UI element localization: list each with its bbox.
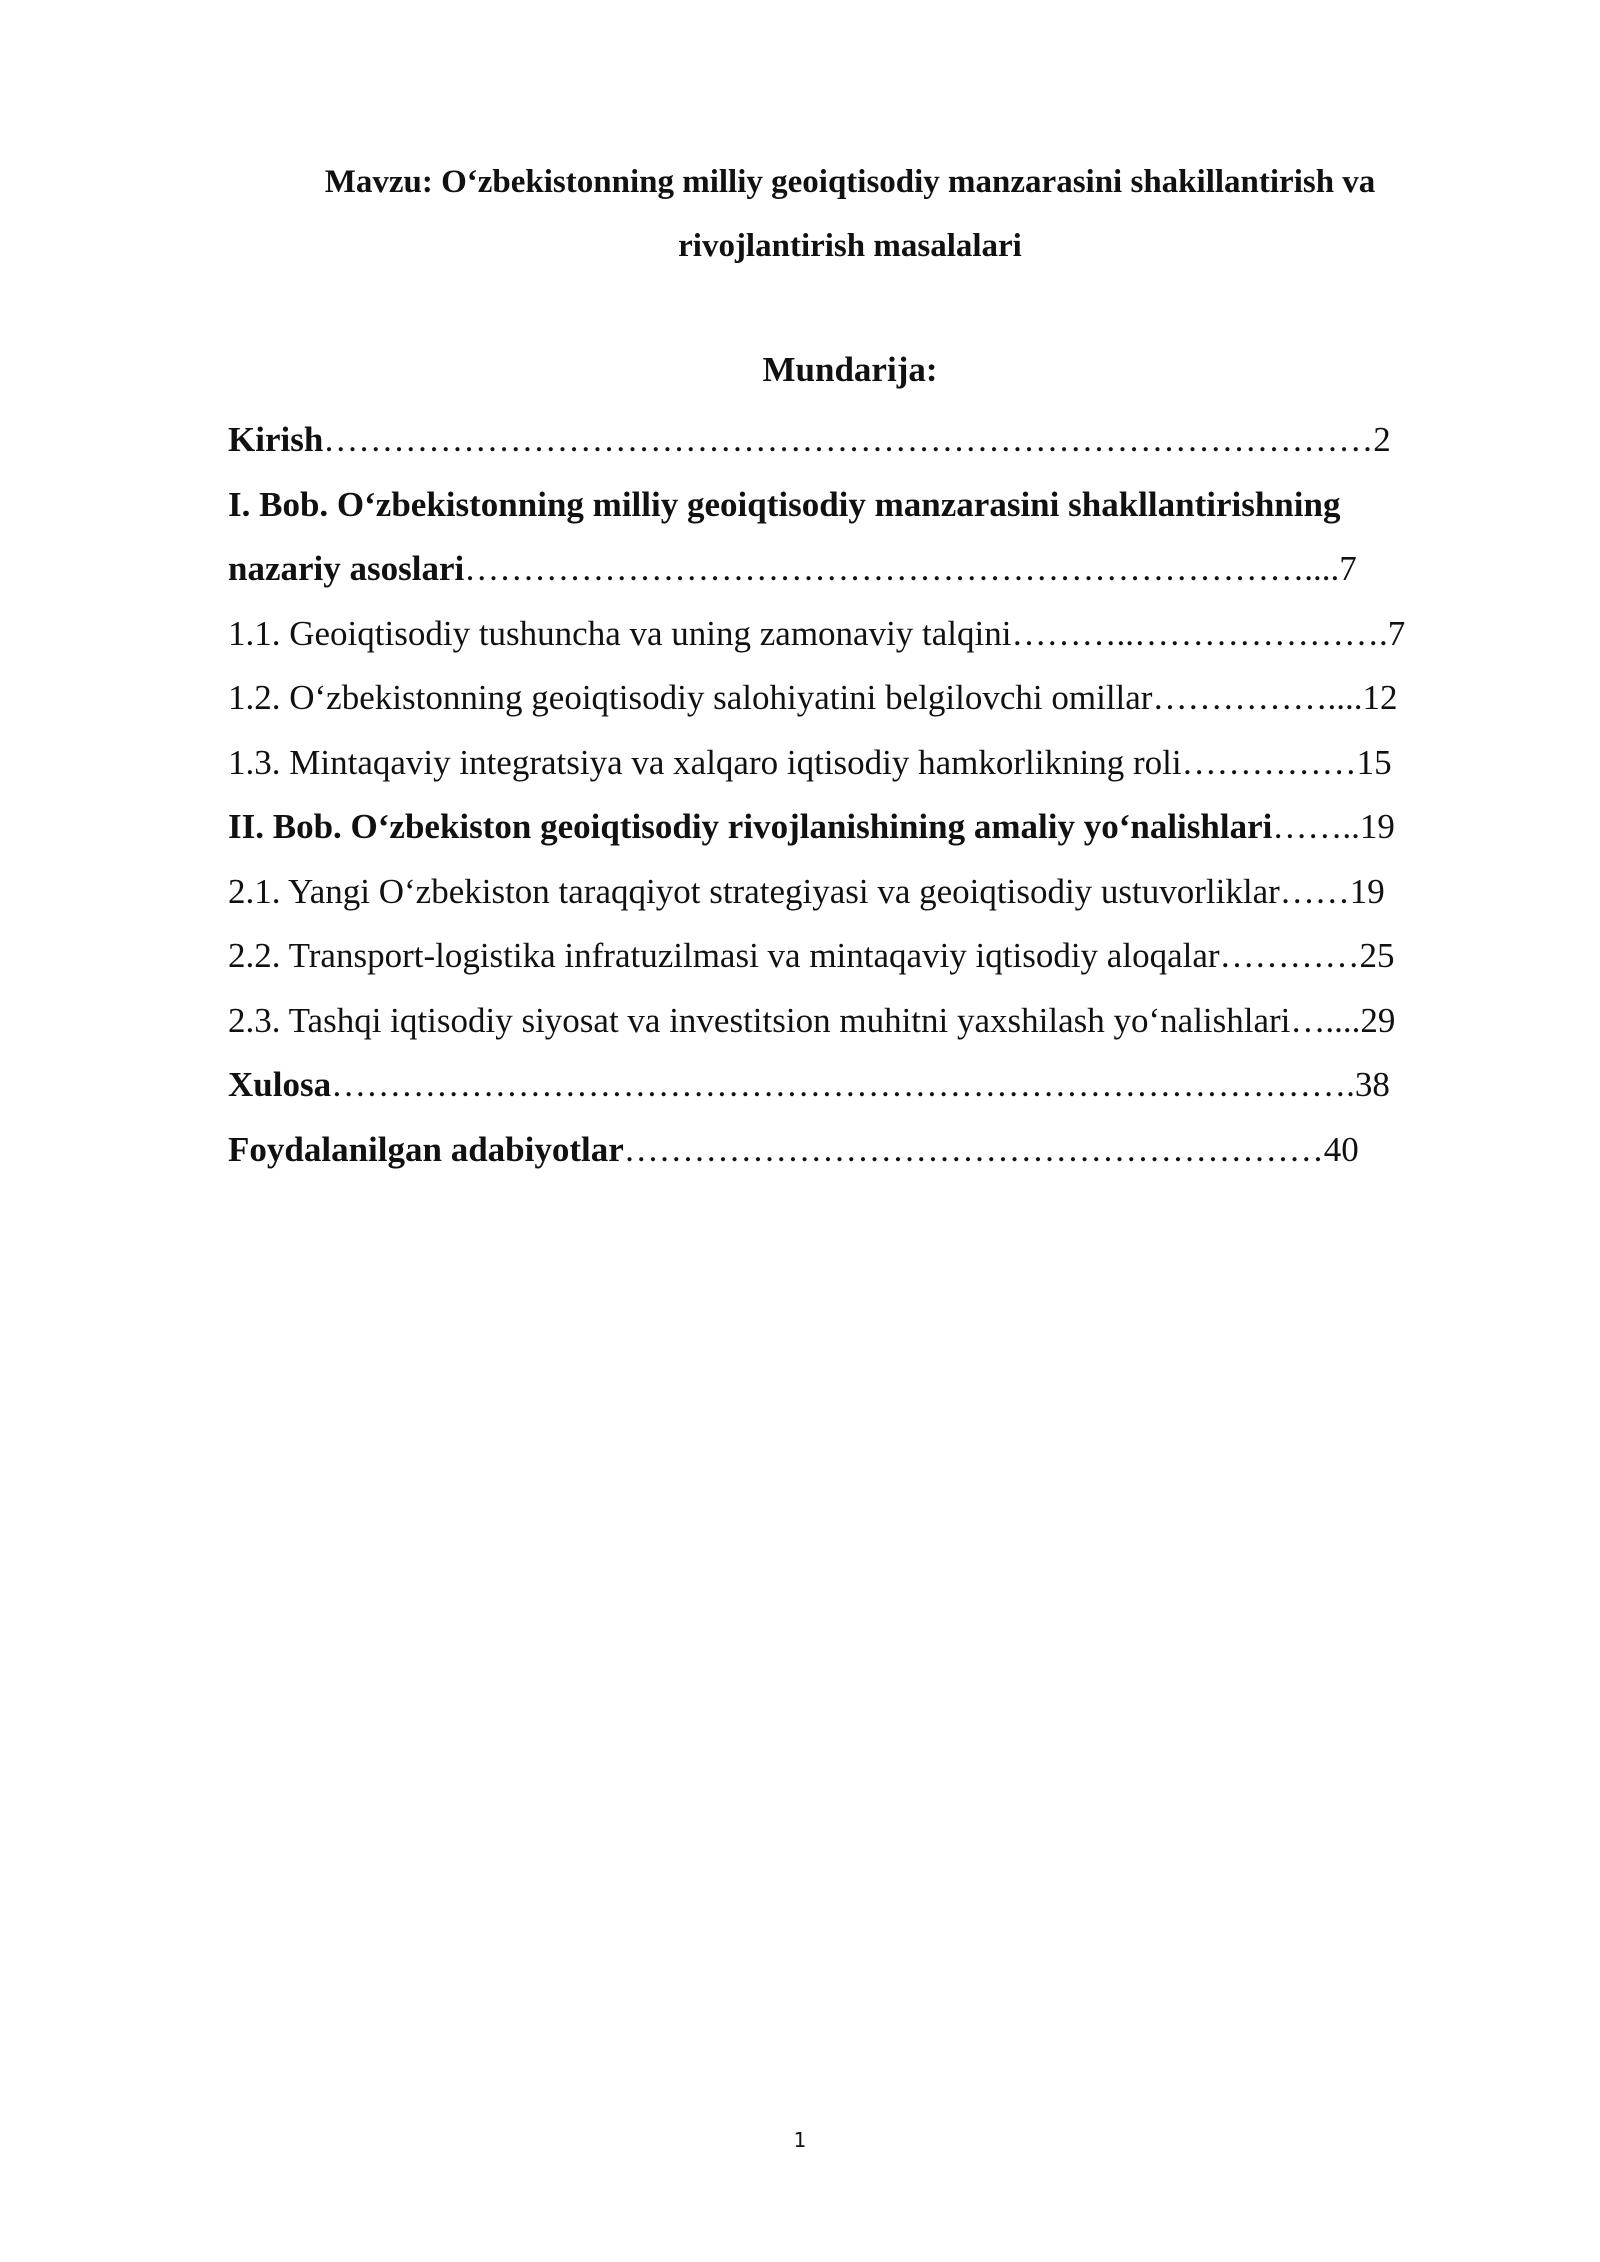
toc-entry-chapter-2	[228, 795, 1480, 860]
toc-entry-title: 2.2. Transport-logistika infratuzilmasi va mintaqaviy iqtisodiy aloqalar	[228, 936, 1220, 975]
toc-entry-leader: ………………………………………………………………………………	[323, 420, 1374, 459]
page-number: 1	[793, 2128, 807, 2152]
toc-entry-leader: ……………	[1181, 742, 1357, 782]
toc-entry-title: II. Bob. O‘zbekiston geoiqtisodiy rivojlanishining amaliy yo‘nalishlari	[228, 807, 1273, 846]
toc-entry-leader: …………………………………………………………………………….	[331, 1065, 1355, 1104]
toc-entry-section-1-3	[228, 731, 1480, 796]
toc-entry-title: Kirish	[228, 420, 324, 459]
toc-entry-leader: ……	[1279, 871, 1350, 911]
topic-title	[230, 150, 1470, 278]
toc-entry-page: 19	[1349, 871, 1385, 911]
toc-entry-section-2-2	[228, 924, 1480, 989]
toc-entry-title: 2.3. Tashqi iqtisodiy siyosat va investitsion muhitni yaxshilash yo‘nalishlari	[228, 1000, 1291, 1040]
toc-entry-page: ...7	[1312, 549, 1357, 588]
topic-title-line-1: Mavzu: O‘zbekistonning milliy geoiqtisodiy manzarasini shakillantirish va	[324, 164, 1376, 200]
contents-heading: Mundarija:	[762, 350, 938, 389]
toc-entry-leader: ……………………………………………………………….	[464, 549, 1313, 588]
toc-entry-title: Foydalanilgan adabiyotlar	[228, 1129, 624, 1169]
toc-entry-introduction	[228, 408, 1480, 473]
toc-entry-page: ..29	[1342, 1000, 1396, 1040]
toc-entry-section-2-3	[228, 989, 1480, 1054]
toc-entry-page: 7	[1387, 613, 1406, 653]
toc-entry-title: I. Bob. O‘zbekistonning milliy geoiqtisodiy manzarasini shakllantirishning	[228, 484, 1341, 524]
toc-entry-section-2-1	[228, 860, 1480, 925]
toc-entry-leader: …………	[1219, 936, 1360, 975]
toc-entry-page: 25	[1359, 936, 1395, 975]
toc-entry-title: 1.2. O‘zbekistonning geoiqtisodiy salohiyatini belgilovchi omillar	[228, 678, 1153, 717]
toc-entry-title: nazariy asoslari	[228, 549, 465, 588]
toc-entry-conclusion	[228, 1053, 1480, 1118]
toc-entry-page: 15	[1356, 742, 1392, 782]
toc-entry-chapter-1-continued	[228, 537, 1480, 602]
toc-entry-section-1-2	[228, 666, 1480, 731]
toc-entry-references	[228, 1118, 1480, 1183]
toc-entry-page: 19	[1359, 807, 1395, 846]
topic-title-line-2: rivojlantirish masalalari	[678, 228, 1022, 264]
toc-entry-title: 1.1. Geoiqtisodiy tushuncha va uning zamonaviy talqini	[228, 613, 1012, 653]
toc-entry-page: 40	[1323, 1129, 1359, 1169]
toc-entry-chapter-1	[228, 473, 1480, 538]
toc-entry-leader: ……………………………………………………	[623, 1129, 1324, 1169]
toc-entry-section-1-1	[228, 602, 1480, 667]
toc-entry-leader: ………..………………….	[1011, 613, 1388, 653]
toc-entry-page: 38	[1354, 1065, 1390, 1104]
toc-entry-leader: …..	[1290, 1000, 1343, 1040]
toc-entry-leader: ……..	[1272, 807, 1360, 846]
toc-entry-title: Xulosa	[228, 1065, 332, 1104]
table-of-contents	[228, 408, 1480, 1182]
toc-entry-title: 1.3. Mintaqaviy integratsiya va xalqaro iqtisodiy hamkorlikning roli	[228, 742, 1182, 782]
toc-entry-title: 2.1. Yangi O‘zbekiston taraqqiyot strategiyasi va geoiqtisodiy ustuvorliklar	[228, 871, 1280, 911]
toc-entry-page: 2	[1373, 420, 1391, 459]
toc-entry-page: ..12	[1344, 678, 1398, 717]
toc-entry-leader: ……………..	[1152, 678, 1345, 717]
